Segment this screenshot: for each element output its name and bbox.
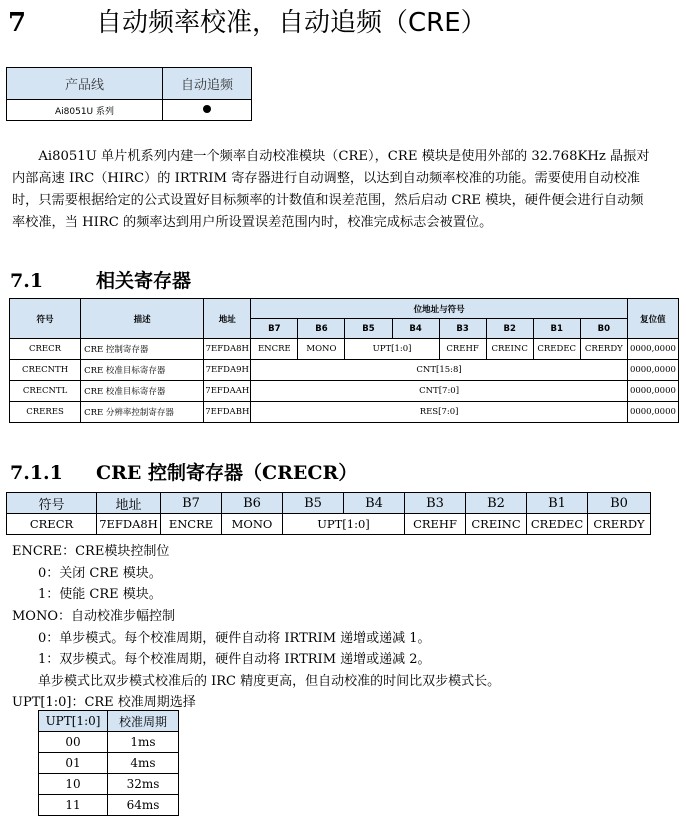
table-row: CRECR 7EFDA8H ENCRE MONO UPT[1:0] CREHF CREINC CREDEC CRERDY: [7, 514, 651, 535]
product-table: [6, 67, 252, 121]
intro-paragraph: Ai8051U 单片机系列内建一个频率自动校准模块（CRE），CRE 模块是使用外部的 32.768KHz 晶振对内部高速 IRC（HIRC）的 IRTRIM 寄存器进行自动调整，以达到自动频率校准的功能。需要使用自动校准时，只需要根据给定的公式设置好目标频率的计数值和误差范围，然后启动 CRE 模块，硬件便会进行自动频率校准，当 HIRC 的频率达到用户所设置误差范围内时，校准完成标志会被置位。: [12, 149, 650, 230]
table-row: 01 4ms: [39, 753, 179, 774]
bit-header: B1: [533, 319, 580, 339]
bit-header: B6: [298, 319, 345, 339]
encre-option-0: 0：关闭 CRE 模块。: [38, 566, 162, 581]
bits-header: 位地址与符号: [251, 299, 628, 319]
desc-header: 描述: [81, 299, 204, 339]
table-row: CRERES CRE 分辨率控制寄存器 7EFDABH RES[7:0] 0000,0000: [10, 402, 679, 423]
page-title: [8, 2, 487, 39]
bit-header: B3: [439, 319, 486, 339]
table-row: CRECNTL CRE 校准目标寄存器 7EFDAAH CNT[7:0] 0000,0000: [10, 381, 679, 402]
table-row: CRECNTH CRE 校准目标寄存器 7EFDA9H CNT[15:8] 0000,0000: [10, 360, 679, 381]
register-table: [9, 298, 679, 423]
chapter-number: 7: [8, 8, 27, 38]
bit-header: B7: [251, 319, 298, 339]
bit-header: B2: [486, 319, 533, 339]
table-row: 10 32ms: [39, 774, 179, 795]
mono-option-1: 1：双步模式。每个校准周期，硬件自动将 IRTRIM 递增或递减 2。: [38, 652, 431, 667]
mono-option-0: 0：单步模式。每个校准周期，硬件自动将 IRTRIM 递增或递减 1。: [38, 631, 431, 646]
symbol-header: 符号: [10, 299, 81, 339]
upt-table: UPT[1:0] 校准周期 00 1ms 01 4ms 10 32ms 11 64ms: [38, 710, 179, 816]
table-row: CRECR CRE 控制寄存器 7EFDA8H ENCRE MONO UPT[1:0] CREHF CREINC CREDEC CRERDY 0000,0000: [10, 339, 679, 360]
encre-title: ENCRE：CRE模块控制位: [12, 544, 170, 559]
support-mark: [163, 100, 252, 121]
chapter-title: 自动频率校准，自动追频（CRE）: [96, 8, 487, 38]
bit-header: B0: [580, 319, 627, 339]
bit-header: B5: [345, 319, 392, 339]
table-row: 11 64ms: [39, 795, 179, 816]
product-name: Ai8051U 系列: [7, 100, 163, 121]
auto-tracking-header: 自动追频: [163, 68, 252, 100]
encre-option-1: 1：使能 CRE 模块。: [38, 587, 162, 602]
upt-title: UPT[1:0]：CRE 校准周期选择: [12, 695, 196, 710]
addr-header: 地址: [204, 299, 251, 339]
mono-title: MONO：自动校准步幅控制: [12, 609, 176, 624]
mono-note: 单步模式比双步模式校准后的 IRC 精度更高，但自动校准的时间比双步模式长。: [38, 674, 501, 689]
bit-header: B4: [392, 319, 439, 339]
section-heading-7-1: 7.1 相关寄存器: [10, 270, 192, 292]
table-row: 00 1ms: [39, 732, 179, 753]
section-heading-7-1-1: 7.1.1 CRE 控制寄存器（CRECR）: [10, 462, 358, 484]
bullet-dot-icon: [203, 105, 211, 113]
crecr-table: 符号 地址 B7 B6 B5 B4 B3 B2 B1 B0 CRECR 7EFDA8H ENCRE MONO UPT[1:0] CREHF CREINC CREDEC CRERDY: [6, 492, 651, 535]
reset-header: 复位值: [627, 299, 678, 339]
product-line-header: 产品线: [7, 68, 163, 100]
